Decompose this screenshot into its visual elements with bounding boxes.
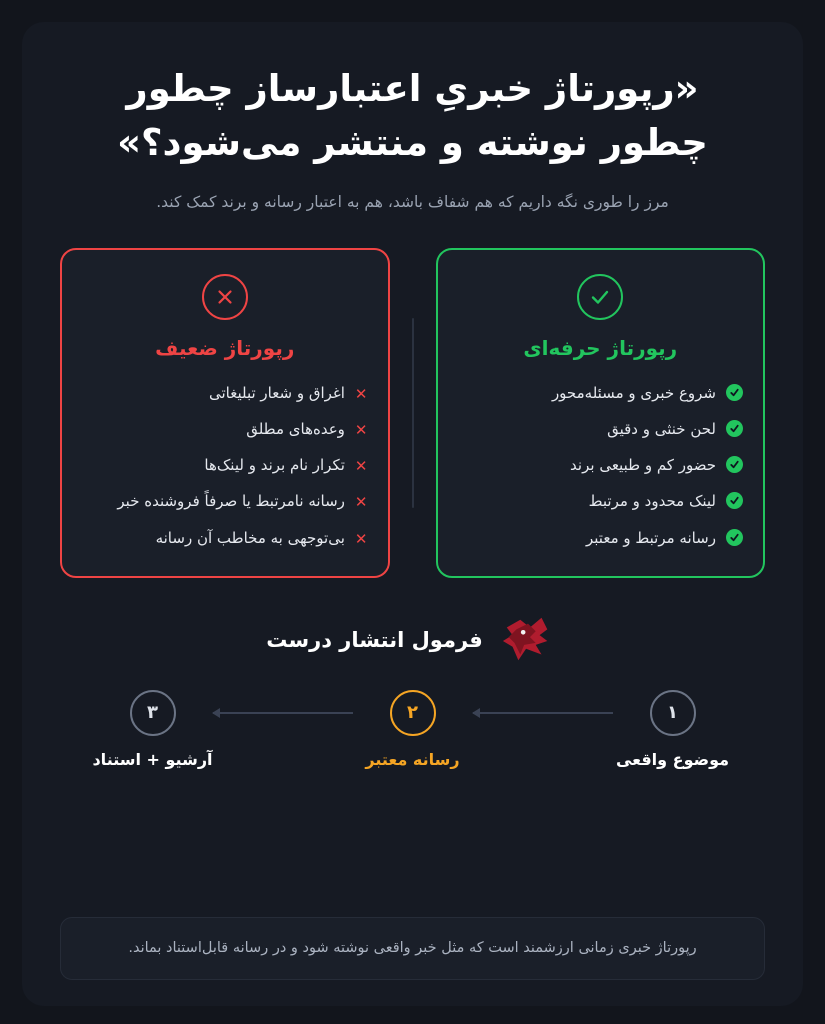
page-title: «رپورتاژ خبریِ اعتبارساز چطور چطور نوشته و منتشر می‌شود؟» <box>117 67 708 164</box>
column-title-weak: رپورتاژ ضعیف <box>155 335 295 360</box>
check-circle-icon <box>577 274 623 320</box>
step-number-badge: ۳ <box>130 690 176 736</box>
x-mark-icon: ✕ <box>354 493 368 512</box>
check-mark-icon <box>726 492 743 509</box>
list-item <box>458 527 744 550</box>
list-item <box>82 527 368 550</box>
formula-step-3 <box>93 690 213 769</box>
list-item-label: بی‌توجهی به مخاطب آن رسانه <box>155 528 345 547</box>
list-item-label: اغراق و شعار تبلیغاتی <box>208 383 345 402</box>
list-item-label: رسانه نامرتبط یا صرفاً فروشنده خبر <box>117 492 345 511</box>
check-mark-icon <box>726 420 743 437</box>
list-item <box>82 490 368 513</box>
list-item <box>82 418 368 441</box>
infographic-card <box>22 22 803 1006</box>
list-item <box>458 490 744 513</box>
x-mark-icon: ✕ <box>354 384 368 403</box>
list-item-label: حضور کم و طبیعی برند <box>570 456 716 475</box>
step-label: موضوع واقعی <box>615 749 730 769</box>
x-mark-icon: ✕ <box>354 420 368 439</box>
column-divider <box>412 318 414 508</box>
list-item <box>82 382 368 405</box>
publication-formula-section <box>60 612 765 769</box>
list-item-label: رسانه مرتبط و معتبر <box>586 528 716 547</box>
formula-header <box>266 612 559 668</box>
step-number-badge: ۱ <box>650 690 696 736</box>
list-item <box>458 418 744 441</box>
list-item-label: تکرار نام برند و لینک‌ها <box>204 456 345 475</box>
column-title-professional: رپورتاژ حرفه‌ای <box>523 335 678 360</box>
check-mark-icon <box>726 529 743 546</box>
step-number-badge: ۲ <box>390 690 436 736</box>
list-item-label: لحن خنثی و دقیق <box>607 419 716 438</box>
list-item-label: وعده‌های مطلق <box>246 419 345 438</box>
formula-steps <box>93 690 733 769</box>
list-item <box>458 454 744 477</box>
formula-title: فرمول انتشار درست <box>266 627 483 652</box>
comparison-columns <box>60 248 765 578</box>
list-item <box>458 382 744 405</box>
x-mark-icon: ✕ <box>354 529 368 548</box>
list-item-label: لینک محدود و مرتبط <box>588 492 716 511</box>
check-mark-icon <box>726 384 743 401</box>
dragon-logo-icon <box>497 612 559 668</box>
professional-items-list <box>458 382 744 550</box>
x-circle-icon <box>202 274 248 320</box>
step-arrow <box>213 712 353 714</box>
page-subtitle: مرز را طوری نگه داریم که هم شفاف باشد، هم به اعتبار رسانه و برند کمک کند. <box>156 193 669 212</box>
column-professional-reportage <box>436 248 766 578</box>
step-arrow <box>473 712 613 714</box>
x-mark-icon: ✕ <box>354 457 368 476</box>
check-mark-icon <box>726 456 743 473</box>
formula-step-1 <box>613 690 733 769</box>
column-weak-reportage <box>60 248 390 578</box>
list-item-label: شروع خبری و مسئله‌محور <box>551 383 716 402</box>
step-label: آرشیو + استناد <box>92 749 213 769</box>
list-item <box>82 454 368 477</box>
formula-step-2 <box>353 690 473 769</box>
footer-note: رپورتاژ خبری زمانی ارزشمند است که مثل خبر واقعی نوشته شود و در رسانه قابل‌استناد بماند. <box>60 917 765 980</box>
weak-items-list <box>82 382 368 550</box>
step-label: رسانه معتبر <box>365 749 460 769</box>
